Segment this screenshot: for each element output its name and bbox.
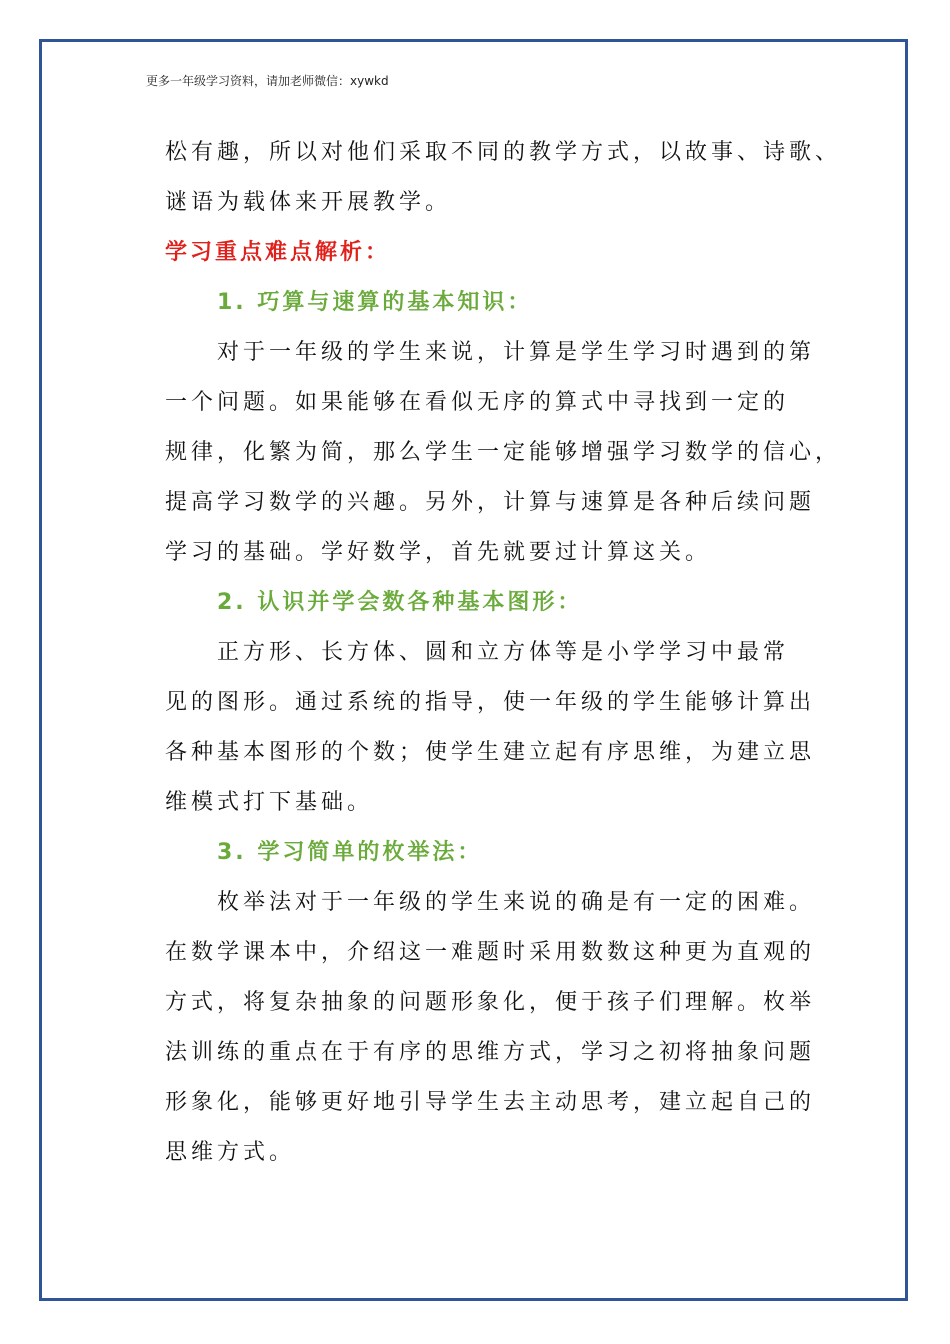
section-1-line-1: 对于一年级的学生来说，计算是学生学习时遇到的第 (217, 340, 816, 365)
section-3-line-5: 形象化，能够更好地引导学生去主动思考，建立起自己的 (165, 1090, 816, 1115)
section-3-line-6: 思维方式。 (165, 1140, 296, 1165)
section-2-line-3: 各种基本图形的个数；使学生建立起有序思维，为建立思 (165, 740, 816, 765)
header-note: 更多一年级学习资料，请加老师微信：xywkd (146, 74, 389, 88)
intro-line-1: 松有趣，所以对他们采取不同的教学方式，以故事、诗歌、 (165, 140, 842, 165)
document-body (165, 128, 842, 1178)
section-1-line-5: 学习的基础。学好数学，首先就要过计算这关。 (165, 540, 712, 565)
main-heading: 学习重点难点解析： (165, 240, 391, 265)
section-2-heading: 2. 认识并学会数各种基本图形： (217, 590, 583, 615)
intro-line-2: 谜语为载体来开展教学。 (165, 190, 452, 215)
section-2-line-4: 维模式打下基础。 (165, 790, 374, 815)
section-3-line-2: 在数学课本中，介绍这一难题时采用数数这种更为直观的 (165, 940, 816, 965)
section-1-heading: 1. 巧算与速算的基本知识： (217, 290, 533, 315)
section-3-line-4: 法训练的重点在于有序的思维方式，学习之初将抽象问题 (165, 1040, 816, 1065)
section-3-line-1: 枚举法对于一年级的学生来说的确是有一定的困难。 (217, 890, 816, 915)
section-1-line-4: 提高学习数学的兴趣。另外，计算与速算是各种后续问题 (165, 490, 816, 515)
section-1-line-3: 规律，化繁为简，那么学生一定能够增强学习数学的信心， (165, 440, 842, 465)
section-3-line-3: 方式，将复杂抽象的问题形象化，便于孩子们理解。枚举 (165, 990, 816, 1015)
section-2-line-2: 见的图形。通过系统的指导，使一年级的学生能够计算出 (165, 690, 816, 715)
section-1-line-2: 一个问题。如果能够在看似无序的算式中寻找到一定的 (165, 390, 790, 415)
section-2-line-1: 正方形、长方体、圆和立方体等是小学学习中最常 (217, 640, 790, 665)
section-3-heading: 3. 学习简单的枚举法： (217, 840, 483, 865)
